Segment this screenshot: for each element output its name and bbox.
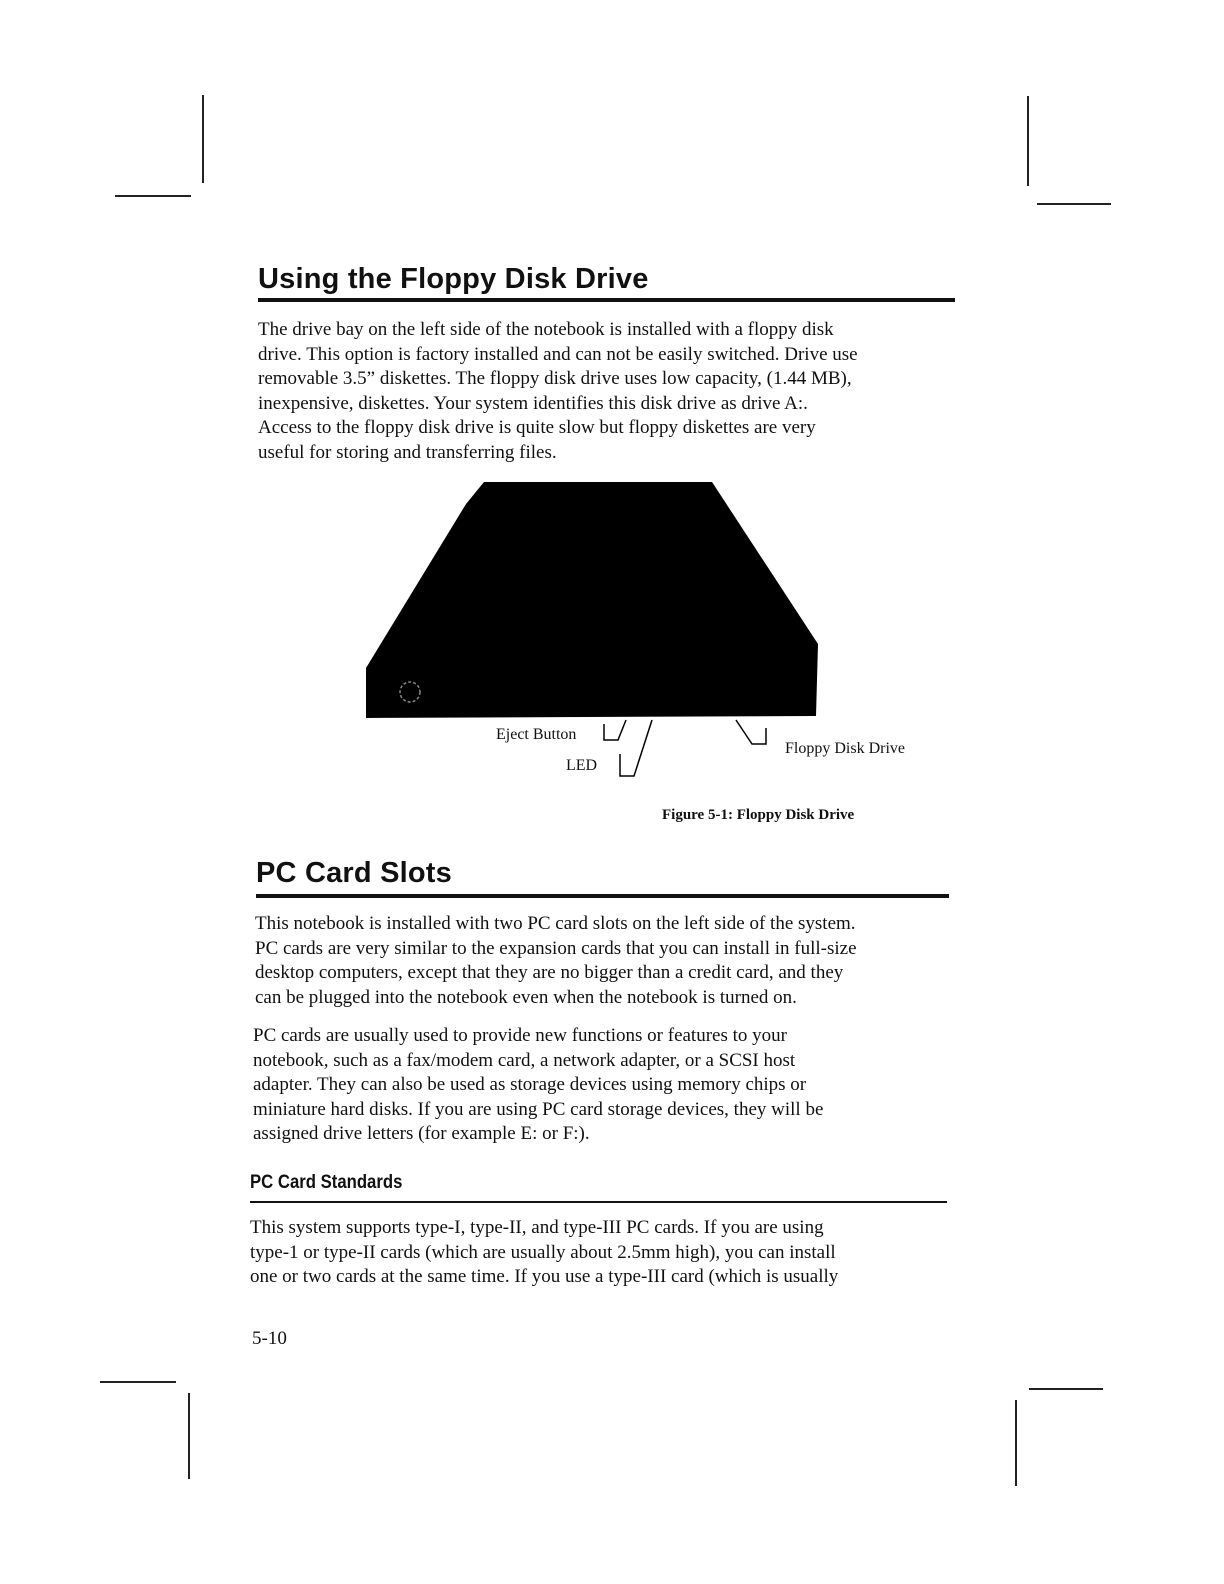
crop-mark (1015, 1400, 1017, 1486)
eject-button-label: Eject Button (496, 726, 577, 743)
text-line: PC cards are usually used to provide new functions or features to your (253, 1025, 787, 1046)
figure-caption: Figure 5-1: Floppy Disk Drive (662, 807, 855, 823)
text-line: PC cards are very similar to the expansion cards that you can install in full-size (255, 937, 857, 959)
crop-mark (115, 195, 191, 197)
subsection-rule (250, 1201, 947, 1203)
text-line: can be plugged into the notebook even when the notebook is turned on. (255, 986, 797, 1008)
text-line: one or two cards at the same time. If you use a type-III card (which is usually (250, 1266, 839, 1287)
eject-leader (604, 720, 626, 740)
subsection-title: PC Card Standards (250, 1172, 403, 1193)
notebook-body (366, 482, 818, 718)
text-line: inexpensive, diskettes. Your system identifies this disk drive as drive A:. (258, 392, 808, 414)
led-label: LED (566, 757, 598, 774)
floppy-drive-label: Floppy Disk Drive (785, 740, 905, 757)
text-line: drive. This option is factory installed and can not be easily switched. Drive use (258, 343, 858, 365)
text-line: assigned drive letters (for example E: or F:). (253, 1123, 590, 1144)
led-leader (620, 720, 652, 776)
text-line: This notebook is installed with two PC card slots on the left side of the system. (255, 913, 856, 934)
section-title-rule (258, 298, 955, 302)
section-title-pc-card: PC Card Slots (256, 857, 452, 889)
section-title-floppy: Using the Floppy Disk Drive (258, 263, 649, 295)
text-line: removable 3.5” diskettes. The floppy disk drive uses low capacity, (1.44 MB), (258, 368, 852, 389)
crop-mark (100, 1381, 176, 1383)
section-title-rule (256, 894, 949, 898)
text-line: This system supports type-I, type-II, and type-III PC cards. If you are using (250, 1217, 824, 1238)
text-line: adapter. They can also be used as storage devices using memory chips or (253, 1074, 807, 1095)
crop-mark (1037, 203, 1111, 205)
floppy-leader (736, 720, 766, 744)
page-number: 5-10 (252, 1328, 287, 1349)
crop-mark (202, 95, 204, 183)
crop-mark (1029, 1388, 1103, 1390)
text-line: notebook, such as a fax/modem card, a network adapter, or a SCSI host (253, 1049, 796, 1071)
text-line: desktop computers, except that they are no bigger than a credit card, and they (255, 962, 844, 983)
text-line: The drive bay on the left side of the notebook is installed with a floppy disk (258, 319, 834, 340)
crop-mark (188, 1393, 190, 1479)
text-line: miniature hard disks. If you are using PC card storage devices, they will be (253, 1098, 824, 1120)
notebook-side-illustration (360, 478, 840, 798)
text-line: type-1 or type-II cards (which are usually about 2.5mm high), you can install (250, 1241, 836, 1263)
text-line: Access to the floppy disk drive is quite slow but floppy diskettes are very (258, 417, 816, 438)
crop-mark (1027, 96, 1029, 186)
text-line: useful for storing and transferring files. (258, 441, 557, 463)
